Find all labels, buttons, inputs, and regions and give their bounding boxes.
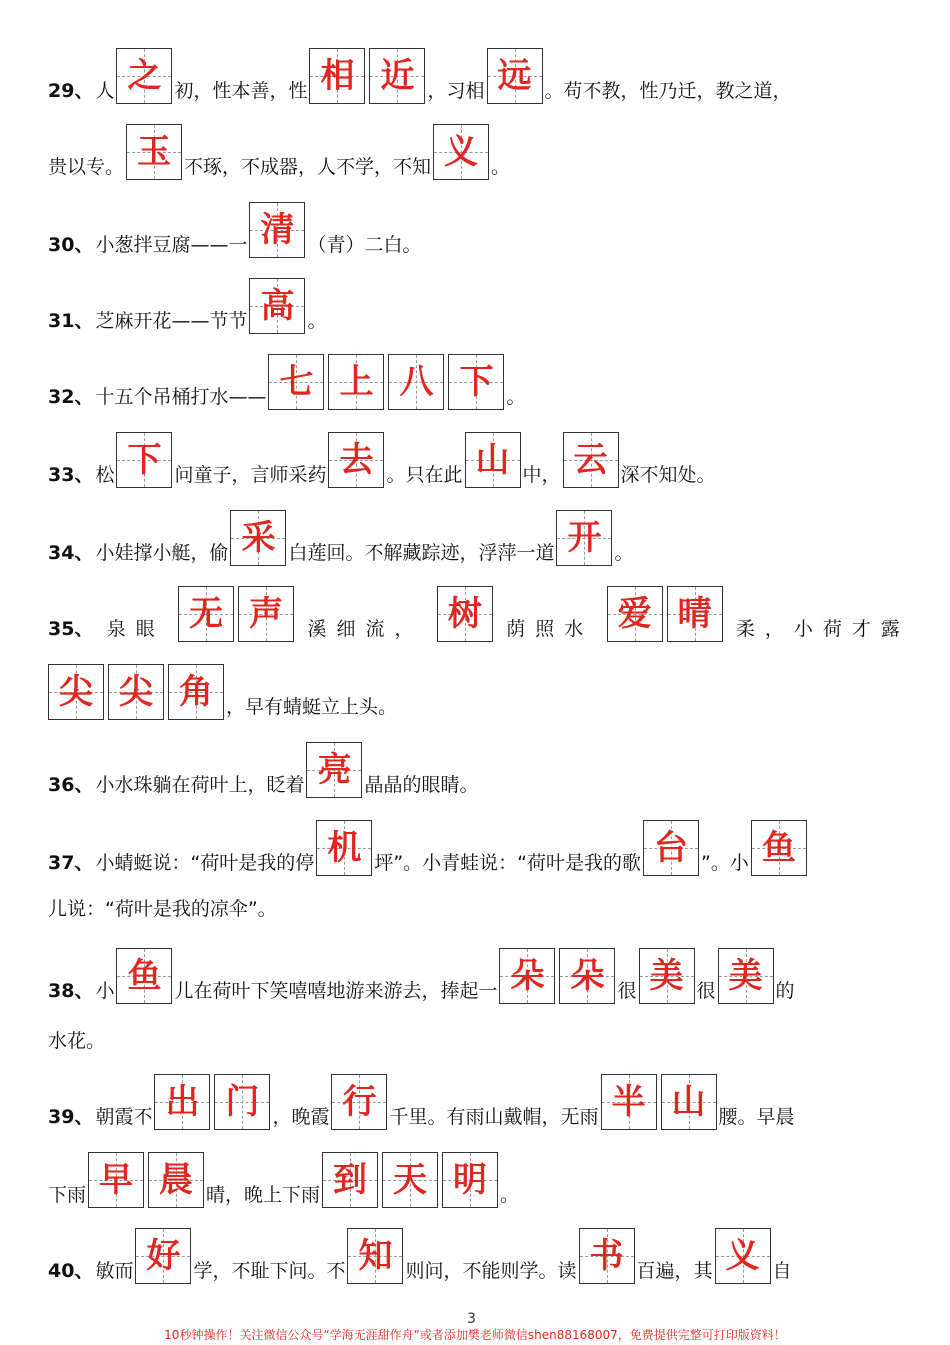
text-segment: 坪”。小青蛙说：“荷叶是我的歌 [374, 852, 641, 874]
answer-char: 鱼 [761, 828, 796, 868]
text-segment: 敏而 [95, 1260, 134, 1282]
question-38-line-1 [48, 948, 910, 1004]
answer-boxes [154, 1074, 270, 1130]
answer-char: 义 [444, 132, 479, 172]
answer-boxes [328, 432, 384, 488]
text-segment: 。 [307, 310, 327, 332]
question-number: 32、 [48, 386, 94, 408]
answer-char: 晨 [159, 1160, 194, 1200]
text-segment: 学，不耻下问。不 [193, 1260, 346, 1282]
answer-box [487, 48, 543, 104]
answer-char: 门 [225, 1082, 260, 1122]
question-37-line-1 [48, 820, 910, 876]
question-number: 30、 [48, 234, 94, 256]
answer-char: 美 [649, 956, 684, 996]
question-30 [48, 202, 910, 258]
text-segment: ，晚霞 [272, 1106, 330, 1128]
answer-boxes [347, 1228, 403, 1284]
answer-char: 云 [573, 440, 608, 480]
answer-box [116, 48, 172, 104]
answer-box [559, 948, 615, 1004]
answer-box [563, 432, 619, 488]
answer-char: 尖 [59, 672, 93, 712]
answer-char: 高 [260, 286, 295, 326]
answer-char: 无 [189, 594, 224, 634]
answer-char: 鱼 [127, 956, 162, 996]
text-segment: 很 [617, 980, 637, 1002]
text-segment: 儿说：“荷叶是我的凉伞”。 [48, 898, 277, 920]
answer-char: 下 [127, 440, 162, 480]
question-number: 33、 [48, 464, 94, 486]
answer-boxes [487, 48, 543, 104]
answer-boxes [556, 510, 612, 566]
answer-box [214, 1074, 270, 1130]
answer-boxes [116, 432, 172, 488]
answer-box [178, 586, 234, 642]
text-segment: 朝霞不 [95, 1106, 153, 1128]
answer-char: 知 [358, 1236, 393, 1276]
answer-boxes [116, 948, 172, 1004]
answer-box [135, 1228, 191, 1284]
answer-boxes [437, 586, 493, 642]
answer-box [268, 354, 324, 410]
question-40 [48, 1228, 910, 1284]
question-number: 36、 [48, 774, 94, 796]
answer-char: 上 [339, 362, 374, 402]
question-number: 34、 [48, 542, 94, 564]
text-segment: 。苟不教，性乃迁，教之道， [544, 80, 792, 102]
question-number: 31、 [48, 310, 94, 332]
question-number: 37、 [48, 852, 94, 874]
question-39-line-1 [48, 1074, 910, 1130]
answer-box [116, 948, 172, 1004]
answer-box [116, 432, 172, 488]
answer-box [331, 1074, 387, 1130]
answer-boxes [268, 354, 504, 410]
answer-char: 半 [611, 1082, 646, 1122]
answer-boxes [499, 948, 615, 1004]
answer-box [388, 354, 444, 410]
answer-box [238, 586, 294, 642]
question-35-line-2 [48, 664, 910, 720]
answer-char: 义 [725, 1236, 760, 1276]
text-segment: 小娃撑小艇，偷 [95, 542, 229, 564]
answer-char: 玉 [137, 132, 172, 172]
answer-box [148, 1152, 204, 1208]
answer-char: 声 [249, 594, 284, 634]
page-number: 3 [467, 1311, 476, 1327]
answer-boxes [249, 278, 305, 334]
answer-boxes [465, 432, 521, 488]
answer-box [347, 1228, 403, 1284]
answer-boxes [178, 586, 294, 642]
text-segment: 中， [522, 464, 561, 486]
answer-char: 山 [671, 1082, 706, 1122]
answer-box [499, 948, 555, 1004]
answer-char: 开 [567, 518, 602, 558]
answer-boxes [579, 1228, 635, 1284]
answer-char: 天 [393, 1160, 428, 1200]
answer-boxes [607, 586, 723, 642]
answer-char: 远 [497, 56, 532, 96]
text-segment: 白莲回。不解藏踪迹，浮萍一道 [288, 542, 555, 564]
answer-char: 台 [654, 828, 688, 868]
answer-char: 相 [320, 56, 355, 96]
answer-char: 到 [333, 1160, 368, 1200]
answer-char: 好 [146, 1236, 181, 1276]
answer-box [433, 124, 489, 180]
question-number: 35、 [48, 618, 94, 640]
text-segment: 。 [500, 1184, 520, 1206]
answer-char: 朵 [510, 956, 545, 996]
text-segment: 不琢，不成器，人不学，不知 [184, 156, 432, 178]
answer-boxes [316, 820, 372, 876]
question-31 [48, 278, 910, 334]
answer-char: 行 [342, 1082, 377, 1122]
text-segment: 则问，不能则学。读 [405, 1260, 577, 1282]
answer-box [661, 1074, 717, 1130]
text-segment: ，习相 [427, 80, 485, 102]
answer-char: 早 [99, 1160, 134, 1200]
answer-boxes [126, 124, 182, 180]
text-segment: 荫照水 [506, 618, 594, 640]
text-segment: 水花。 [48, 1030, 106, 1052]
question-number: 40、 [48, 1260, 94, 1282]
text-segment: 千里。有雨山戴帽，无雨 [389, 1106, 599, 1128]
text-segment: ”。小 [701, 852, 749, 874]
text-segment: ，早有蜻蜓立上头。 [226, 696, 398, 718]
answer-box [328, 432, 384, 488]
text-segment: 小葱拌豆腐——一 [95, 234, 248, 256]
text-segment: 。 [506, 386, 526, 408]
question-32 [48, 354, 910, 410]
answer-char: 美 [728, 956, 763, 996]
answer-char: 角 [179, 672, 213, 712]
text-segment: 晶晶的眼睛。 [364, 774, 479, 796]
answer-box [249, 278, 305, 334]
answer-boxes [48, 664, 224, 720]
answer-box [369, 48, 425, 104]
answer-box [322, 1152, 378, 1208]
answer-char: 下 [459, 362, 494, 402]
text-segment: 贵以专。 [48, 156, 125, 178]
text-segment: 小 [95, 980, 115, 1002]
answer-box [718, 948, 774, 1004]
text-segment: 。只在此 [386, 464, 463, 486]
answer-boxes [563, 432, 619, 488]
text-segment: 柔，小荷才露 [735, 618, 910, 640]
answer-box [607, 586, 663, 642]
question-number: 38、 [48, 980, 94, 1002]
answer-box [643, 820, 699, 876]
answer-box [230, 510, 286, 566]
question-29-line-2 [48, 124, 910, 180]
answer-box [48, 664, 104, 720]
text-segment: 深不知处。 [620, 464, 716, 486]
answer-char: 七 [279, 362, 314, 402]
answer-boxes [116, 48, 172, 104]
answer-char: 机 [327, 828, 362, 868]
text-segment: 松 [95, 464, 115, 486]
text-segment: 十五个吊桶打水—— [95, 386, 267, 408]
answer-box [309, 48, 365, 104]
answer-box [306, 742, 362, 798]
answer-box [316, 820, 372, 876]
text-segment: 小蜻蜓说：“荷叶是我的停 [95, 852, 315, 874]
answer-char: 山 [475, 440, 510, 480]
answer-char: 明 [453, 1160, 488, 1200]
text-segment: 腰。早晨 [718, 1106, 795, 1128]
answer-char: 书 [589, 1236, 624, 1276]
answer-boxes [331, 1074, 387, 1130]
answer-box [126, 124, 182, 180]
text-segment: 芝麻开花——节节 [95, 310, 248, 332]
question-39-line-2 [48, 1152, 910, 1208]
answer-char: 尖 [119, 672, 153, 712]
answer-box [108, 664, 164, 720]
answer-box [328, 354, 384, 410]
answer-char: 朵 [570, 956, 605, 996]
answer-char: 去 [339, 440, 374, 480]
answer-boxes [751, 820, 807, 876]
answer-box [437, 586, 493, 642]
answer-char: 晴 [677, 594, 712, 634]
answer-boxes [135, 1228, 191, 1284]
answer-char: 出 [165, 1082, 200, 1122]
answer-boxes [433, 124, 489, 180]
answer-char: 采 [241, 518, 276, 558]
answer-char: 之 [127, 56, 162, 96]
answer-box [88, 1152, 144, 1208]
answer-box [249, 202, 305, 258]
text-segment: 泉眼 [106, 618, 165, 640]
text-segment: （青）二白。 [307, 234, 422, 256]
question-34 [48, 510, 910, 566]
text-segment: 。 [614, 542, 634, 564]
answer-boxes [639, 948, 695, 1004]
answer-box [448, 354, 504, 410]
answer-box [639, 948, 695, 1004]
answer-char: 亮 [317, 750, 352, 790]
question-37-line-2 [48, 898, 910, 922]
answer-boxes [306, 742, 362, 798]
text-segment: 儿在荷叶下笑嘻嘻地游来游去，捧起一 [174, 980, 498, 1002]
answer-boxes [718, 948, 774, 1004]
text-segment: 问童子，言师采药 [174, 464, 327, 486]
question-number: 29、 [48, 80, 94, 102]
answer-box [154, 1074, 210, 1130]
answer-char: 爱 [617, 594, 652, 634]
footer-notice: 10秒钟操作！关注微信公众号“学海无涯甜作舟”或者添加樊老师微信shen88168007，免费提供完整可打印版资料！ [164, 1328, 786, 1342]
text-segment: 。 [491, 156, 511, 178]
text-segment: 小水珠躺在荷叶上，眨着 [95, 774, 305, 796]
answer-box [667, 586, 723, 642]
answer-boxes [643, 820, 699, 876]
text-segment: 的 [775, 980, 795, 1002]
answer-char: 近 [380, 56, 415, 96]
text-segment: 自 [772, 1260, 792, 1282]
answer-boxes [309, 48, 425, 104]
text-segment: 很 [696, 980, 716, 1002]
question-38-line-2 [48, 1030, 910, 1054]
answer-char: 树 [447, 594, 482, 634]
answer-box [442, 1152, 498, 1208]
question-36 [48, 742, 910, 798]
answer-box [715, 1228, 771, 1284]
answer-box [579, 1228, 635, 1284]
answer-box [601, 1074, 657, 1130]
question-number: 39、 [48, 1106, 94, 1128]
answer-boxes [322, 1152, 498, 1208]
answer-boxes [715, 1228, 771, 1284]
text-segment: 晴，晚上下雨 [206, 1184, 321, 1206]
text-segment: 溪细流， [307, 618, 424, 640]
answer-char: 清 [260, 210, 295, 250]
answer-boxes [249, 202, 305, 258]
question-35-line-1 [48, 586, 910, 642]
question-29-line-1 [48, 48, 910, 104]
text-segment: 百遍，其 [636, 1260, 713, 1282]
text-segment: 初，性本善，性 [174, 80, 308, 102]
text-segment: 下雨 [48, 1184, 87, 1206]
answer-char: 八 [399, 362, 434, 402]
answer-boxes [230, 510, 286, 566]
answer-box [556, 510, 612, 566]
answer-boxes [601, 1074, 717, 1130]
answer-box [168, 664, 224, 720]
answer-boxes [88, 1152, 204, 1208]
answer-box [382, 1152, 438, 1208]
text-segment: 人 [95, 80, 115, 102]
question-33 [48, 432, 910, 488]
answer-box [465, 432, 521, 488]
answer-box [751, 820, 807, 876]
